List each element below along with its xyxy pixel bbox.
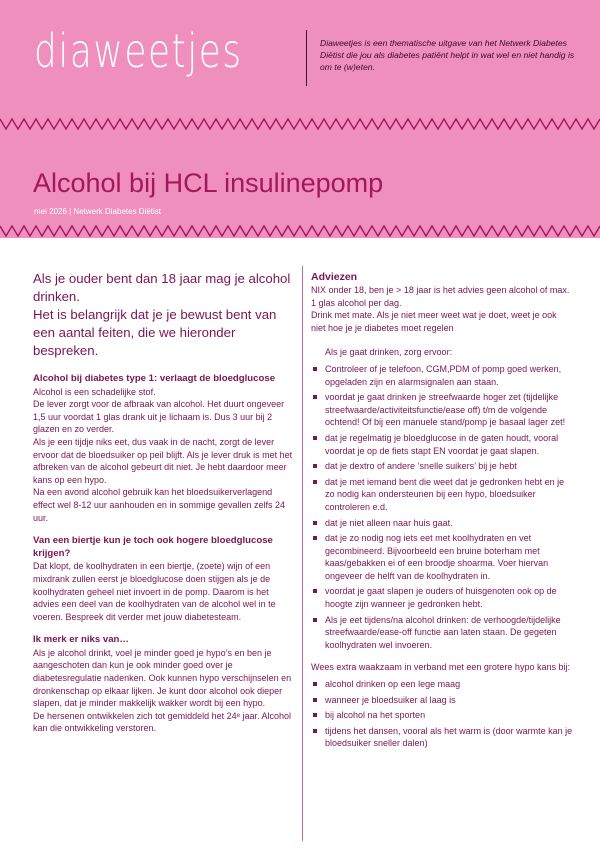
zigzag-border-top	[0, 117, 600, 131]
section-heading: Ik merk er niks van…	[33, 634, 129, 646]
list-item: Als je eet tijdens/na alcohol drinken: de verhoogde/tijdelijke streefwaarde/ease-off functie aan laten staan. De gegeten koolhydraten wel invoeren.	[311, 614, 573, 652]
list-item: wanneer je bloedsuiker al laag is	[311, 694, 573, 707]
header-divider	[306, 30, 307, 86]
body-paragraph: Na een avond alcohol gebruik kan het bloedsuikerverlagend effect wel 8-12 uur aanhouden en in sommige gevallen zelfs 24 uur.	[33, 487, 285, 523]
left-column	[33, 270, 295, 746]
list-item: dat je dextro of andere ‘snelle suikers’ bij je hebt	[311, 460, 573, 473]
section-alcohol-type1	[33, 373, 295, 524]
list-item: bij alcohol na het sporten	[311, 709, 573, 722]
list-item: dat je regelmatig je bloedglucose in de gaten houdt, vooral voordat je op de fiets stapt EN voordat je gaat slapen.	[311, 432, 573, 457]
risk-intro: Wees extra waakzaam in verband met een grotere hypo kans bij:	[311, 662, 570, 673]
list-item: tijdens het dansen, vooral als het warm is (door warmte kan je bloedsuiker sneller dalen)	[311, 725, 573, 750]
list-item: dat je met iemand bent die weet dat je gedronken hebt en je zo nodig kan ondersteunen bij een hypo, bloedsuiker controleren e.d.	[311, 476, 573, 514]
list-item: Controleer of je telefoon, CGM,PDM of pomp goed werken, opgeladen zijn en alarmsignalen aan staan.	[311, 363, 573, 388]
page-title: Alcohol bij HCL insulinepomp	[33, 168, 384, 198]
adviezen-heading: Adviezen	[311, 271, 358, 283]
body-paragraph: De lever zorgt voor de afbraak van alcohol. Het duurt ongeveer 1,5 uur voordat 1 glas drank uit je lichaam is. Dus 3 uur bij 2 glazen en zo verder.	[33, 399, 285, 435]
body-paragraph: De hersenen ontwikkelen zich tot gemiddeld het 24ᵉ jaar. Alcohol kan die ontwikkeling verstoren.	[33, 710, 292, 734]
body-paragraph: NIX onder 18, ben je > 18 jaar is het advies geen alcohol of max. 1 glas alcohol per dag.	[311, 285, 570, 308]
zigzag-border-bottom	[0, 224, 600, 238]
brand-logo: diaweetjes	[34, 24, 243, 78]
header-banner	[0, 0, 600, 238]
section-ik-merk-er-niks-van	[33, 634, 295, 735]
body-paragraph: Als je een tijdje niks eet, dus vaak in de nacht, zorgt de lever ervoor dat de bloedsuiker op peil blijft. Als je lever druk is met het afbreken van de alcohol gebeurt dit niet. Je hebt daardoor meer kans op een hypo.	[33, 436, 293, 485]
care-intro: Als je gaat drinken, zorg ervoor:	[325, 347, 453, 358]
section-heading: Van een biertje kun je toch ook hogere bloedglucose krijgen?	[33, 535, 273, 559]
section-biertje	[33, 535, 295, 623]
article-meta: mei 2026 | Netwerk Diabetes Diëtist	[34, 207, 162, 216]
care-list	[311, 363, 573, 651]
risk-list	[311, 678, 573, 750]
column-divider	[302, 266, 303, 841]
list-item: dat je zo nodig nog iets eet met koolhydraten en vet gecombineerd. Bijvoorbeeld een bruine boterham met kaas/gebakken ei of een broodje shoarma. Voer hiervan ongeveer de helft van de koolhydraten in.	[311, 532, 573, 582]
list-item: alcohol drinken op een lege maag	[311, 678, 573, 691]
intro-text	[33, 270, 295, 360]
list-item: dat je niet alleen naar huis gaat.	[311, 517, 573, 530]
tagline: Diaweetjes is een thematische uitgave van het Netwerk Diabetes Diëtist die jou als diabetes patiënt helpt in wat wel en niet handig is om te (w)eten.	[320, 38, 575, 72]
section-heading: Alcohol bij diabetes type 1: verlaagt de bloedglucose	[33, 373, 276, 384]
intro-paragraph: Als je ouder bent dan 18 jaar mag je alcohol drinken.	[33, 271, 291, 304]
body-paragraph: Drink met mate. Als je niet meer weet wat je doet, weet je ook niet hoe je je diabetes moet regelen	[311, 310, 557, 333]
body-paragraph: Alcohol is een schadelijke stof.	[33, 386, 156, 397]
body-paragraph: Dat klopt, de koolhydraten in een biertje, (zoete) wijn of een mixdrank zullen eerst je bloedglucose doen stijgen als je de koolhydraten geheel niet invoert in de pomp. Daarom is het advies een deel van de koolhydraten van de alcohol wel in te voeren. Bespreek dit verder met jouw diabetesteam.	[33, 561, 276, 622]
body-paragraph: Als je alcohol drinkt, voel je minder goed je hypo’s en ben je aangeschoten dan kun je ook minder goed over je diabetesregulatie nadenken. Ook kunnen hypo verschijnselen en dronkenschap op elkaar lijken. Je kunt door alcohol ook dieper slapen, dat je minder makkelijk wakker wordt bij een hypo.	[33, 647, 292, 709]
list-item: voordat je gaat drinken je streefwaarde hoger zet (tijdelijke streefwaarde/activiteitsfunctie/ease off) t/m de volgende ochtend! Of bij een manuele stand/pomp je basaal lager zet!	[311, 391, 573, 429]
right-column	[311, 270, 573, 753]
intro-paragraph: Het is belangrijk dat je je bewust bent van een aantal feiten, die we hieronder bespreken.	[33, 307, 277, 358]
list-item: voordat je gaat slapen je ouders of huisgenoten ook op de hoogte zijn wanneer je gedronken hebt.	[311, 585, 573, 610]
